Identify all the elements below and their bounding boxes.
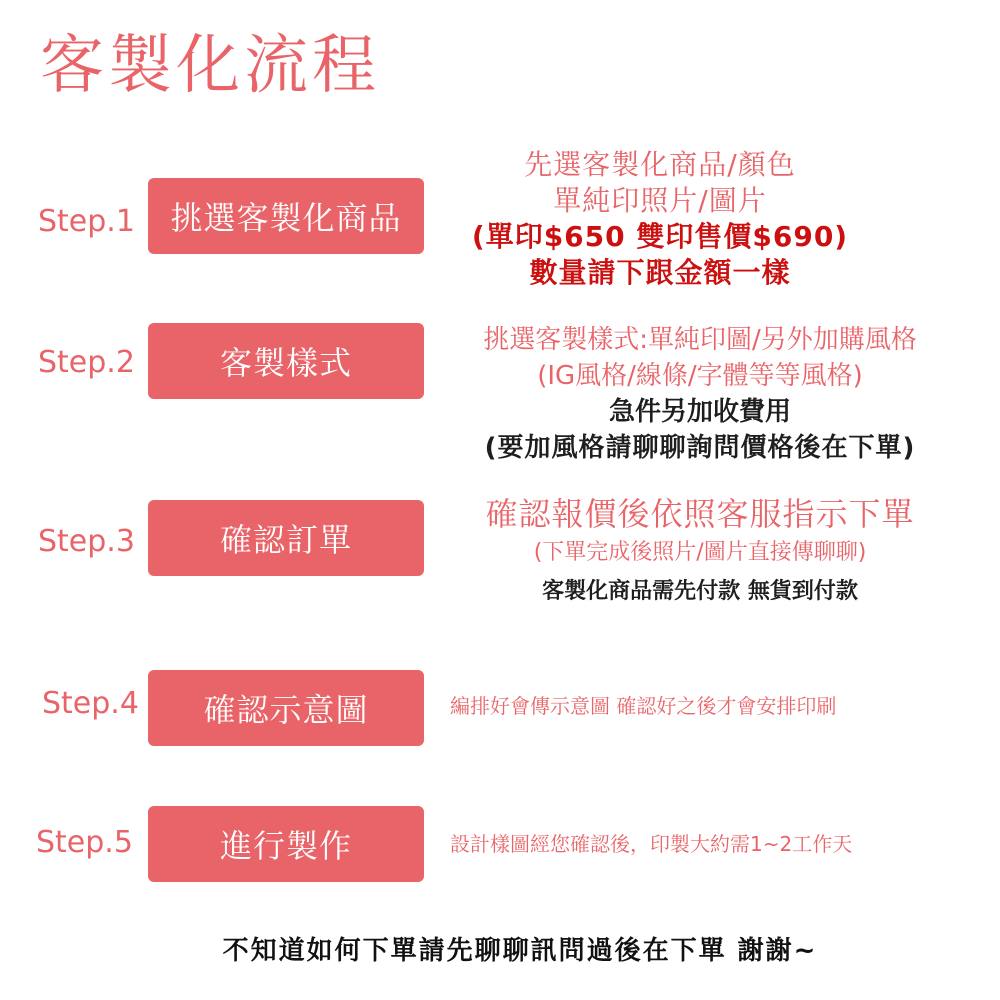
step-3-desc-line-1: 確認報價後依照客服指示下單 <box>485 495 915 533</box>
step-2-desc-line-1: 挑選客製樣式:單純印圖/另外加購風格 <box>483 325 917 355</box>
footer-note: 不知道如何下單請先聊聊訊問過後在下單 謝謝~ <box>222 936 818 966</box>
step-1-desc-line-4: 數量請下跟金額一樣 <box>529 256 791 289</box>
step-3-desc-line-2: (下單完成後照片/圖片直接傳聊聊) <box>533 540 867 565</box>
step-3-label: Step.3 <box>38 524 135 559</box>
step-2-desc-line-4: (要加風格請聊聊詢問價格後在下單) <box>484 433 916 463</box>
step-3-desc-line-3: 客製化商品需先付款 無貨到付款 <box>542 579 858 604</box>
step-5-label: Step.5 <box>36 825 133 860</box>
step-3-button: 確認訂單 <box>148 500 424 576</box>
step-2-desc-line-2: (IG風格/線條/字體等等風格) <box>537 361 863 391</box>
step-3-description <box>440 492 960 614</box>
step-4-description <box>450 693 980 719</box>
step-1-button: 挑選客製化商品 <box>148 178 424 254</box>
step-5-button: 進行製作 <box>148 806 424 882</box>
step-2-desc-line-3: 急件另加收費用 <box>608 397 791 427</box>
step-1-description <box>470 147 850 291</box>
step-4-desc-line-1: 編排好會傳示意圖 確認好之後才會安排印刷 <box>450 694 837 718</box>
step-1-label: Step.1 <box>38 204 135 239</box>
step-4-button: 確認示意圖 <box>148 670 424 746</box>
step-1-desc-line-1: 先選客製化商品/顏色 <box>524 148 796 181</box>
step-2-button: 客製樣式 <box>148 323 424 399</box>
step-4-label: Step.4 <box>42 686 139 721</box>
step-1-desc-line-3: (單印$650 雙印售價$690) <box>471 220 849 253</box>
step-2-description <box>430 322 970 466</box>
step-5-description <box>450 831 980 857</box>
page-title: 客製化流程 <box>40 29 380 103</box>
step-5-desc-line-1: 設計樣圖經您確認後，印製大約需1~2工作天 <box>450 832 853 856</box>
step-1-desc-line-2: 單純印照片/圖片 <box>553 184 767 217</box>
step-2-label: Step.2 <box>38 345 135 380</box>
